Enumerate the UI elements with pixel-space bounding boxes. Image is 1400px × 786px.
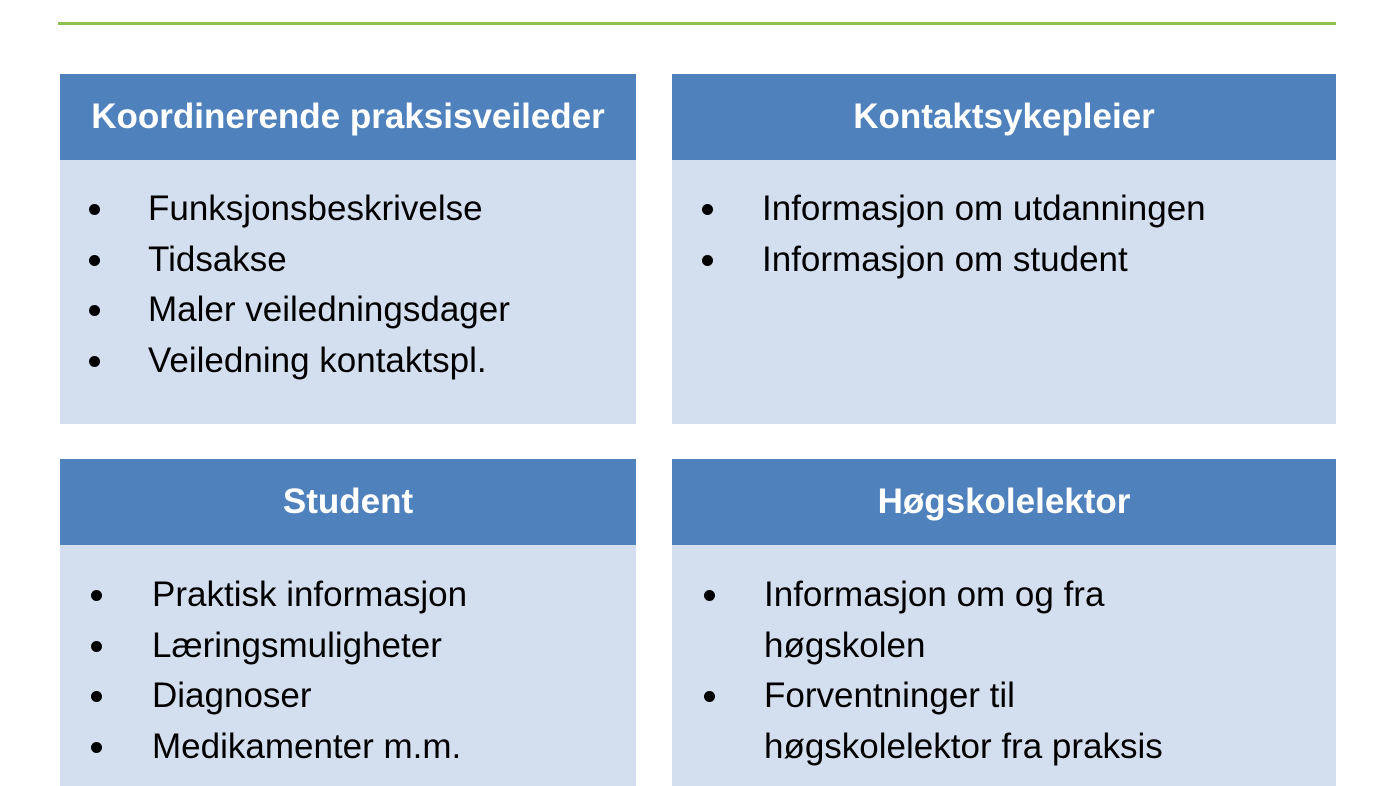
card-title: Koordinerende praksisveileder <box>60 74 636 160</box>
list-item: Informasjon om og fra høgskolen <box>672 570 1184 671</box>
list-item: Forventninger til høgskolelektor fra praksis <box>672 671 1234 772</box>
list-item: Funksjonsbeskrivelse <box>60 184 636 235</box>
card-kontaktsykepleier <box>672 74 1336 424</box>
card-title: Kontaktsykepleier <box>672 74 1336 160</box>
card-bullet-list <box>672 570 1336 772</box>
card-bullet-list <box>60 184 636 386</box>
top-divider-line <box>58 22 1336 25</box>
list-item: Læringsmuligheter <box>60 621 636 672</box>
list-item: Medikamenter m.m. <box>60 722 636 773</box>
list-item: Maler veiledningsdager <box>60 285 636 336</box>
card-bullet-list <box>60 570 636 772</box>
list-item: Veiledning kontaktspl. <box>60 336 636 387</box>
card-koordinerende-praksisveileder <box>60 74 636 424</box>
list-item: Praktisk informasjon <box>60 570 636 621</box>
card-student <box>60 459 636 786</box>
list-item: Tidsakse <box>60 235 636 286</box>
card-bullet-list <box>672 184 1336 285</box>
card-title: Student <box>60 459 636 545</box>
card-title: Høgskolelektor <box>672 459 1336 545</box>
list-item: Informasjon om utdanningen <box>672 184 1336 235</box>
list-item: Diagnoser <box>60 671 636 722</box>
list-item: Informasjon om student <box>672 235 1336 286</box>
card-hogskolelektor <box>672 459 1336 786</box>
